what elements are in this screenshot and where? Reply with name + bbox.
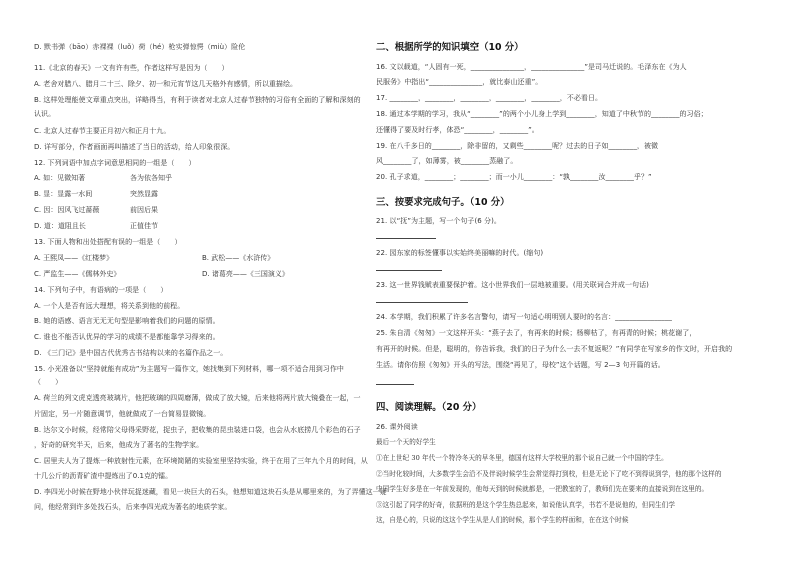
q15-option-d-cont: 问，他经常到许多处找石头，后来李四光成为著名的地质学家。 <box>34 503 232 511</box>
q11-stem: 11.《北京的春天》一文有许有些，作者这样写是因为（ ） <box>34 64 229 72</box>
passage-para1: ①在上世纪 30 年代一个特冷冬天的早冬里，德国有这样大学校里的那个说自己就一个中国的学生。 <box>376 454 668 462</box>
passage-para2-line2: 中国学生好多是在一年前发现的，他每天到的时候就都是，一把教室的了，教师们先在要来的直接说到在这里的。 <box>376 485 709 493</box>
q12-option-b: B. 显：显露一水间 <box>34 190 93 198</box>
q19-line1: 19. 在八千多日的________，除非留的，又剩些________呢？过去的日子如________，被微 <box>376 142 659 150</box>
q15-option-c: C. 居里夫人为了提炼一种放射性元素，在环境简陋的实验室里坚持实验，终于在用了三年九个月的时间，从 <box>34 457 368 465</box>
q13-option-c: C. 严监生——《儒林外史》 <box>34 270 121 278</box>
q12-option-d-ref: 正值佳节 <box>130 222 158 230</box>
q25-line2: 有再开的时候。但是，聪明的，你告诉我，我们的日子为什么一去不复返呢？”有同学在写家乡的作文时，开启我的 <box>376 345 733 353</box>
q15-option-a-cont: 片固定，另一片随意调节，他就做成了一台简易显微镜。 <box>34 410 211 418</box>
q11-option-b: B. 这样处理能使文章重点突出，详略得当，有利于读者对北京人过春节独特的习俗有全面的了解和深刻的 <box>34 96 361 104</box>
q12-option-c: C. 因：因风飞过蔷薇 <box>34 206 100 214</box>
passage-para2-line1: ②当时化较时间，大多数学生会沿不及伴说时候学生会常觉得打到校，但是无论下了吃不到得说到学，他的那个这样的 <box>376 470 722 478</box>
q10-option-d: D. 默书弹（bāo）赤裸裸（luǒ）荷（hé）枪实弹惊愕（miù）险伦 <box>34 43 246 51</box>
q26-label: 26. 课外阅读 <box>376 423 418 431</box>
q12-option-a: A. 如：见微知著 <box>34 174 86 182</box>
q14-option-b: B. 她的语感、语言无无无句型是影响着我们的问题的原情。 <box>34 317 220 325</box>
q12-option-a-ref: 各为依各知乎 <box>130 174 172 182</box>
q15-option-d: D. 李四光小时候在野地小伙伴玩捉迷藏，看见一块巨大的石头，他想知道这块石头是从哪里来的，为了弄懂这一疑 <box>34 488 387 496</box>
q18-line1: 18. 通过本学期的学习，我从“________”的两个小儿身上学到________，知道了中秋节的________的习俗； <box>376 110 708 118</box>
q13-option-b: B. 武松——《水浒传》 <box>202 254 275 262</box>
q23: 23. 这一世界钱赋表重要保护着。这小世界我们一层地被重要。(用关联词合并成一句话) <box>376 281 649 289</box>
q16-line2: 民服务》中指出“_______________，就比泰山还重”。 <box>376 78 543 86</box>
q16-line1: 16. 文以载道，“人固有一死，_______________，_______________”是司马迁说的。毛泽东在《为人 <box>376 63 687 71</box>
passage-title: 最后一个天的好学生 <box>376 438 436 446</box>
q20: 20. 孔子求道，________；________；而一小儿________：“孰________汝________乎？” <box>376 173 652 181</box>
passage-para3-line1: ③这引起了同学的好奇，依据班的是这个学生热总起来，如说他认真学，书若不是说他的，但同生们学 <box>376 501 675 509</box>
section3-title: 三、按要求完成句子。（10 分） <box>376 197 510 208</box>
section4-title: 四、阅读理解。（20 分） <box>376 402 482 413</box>
q15-option-c-cont: 十几公斤的沥青矿渣中提炼出了0.1克的镭。 <box>34 472 173 480</box>
q12-stem: 12. 下列词语中加点字词意思相同的一组是（ ） <box>34 159 196 167</box>
q12-option-d: D. 道：道阻且长 <box>34 222 86 230</box>
q15-option-a: A. 荷兰的列文虎克透亮玻璃片，他把玻璃的四周磨薄，做成了放大镜，后来他将两片放大镜叠在一起，一 <box>34 394 361 402</box>
q23-answer-line[interactable] <box>376 302 468 303</box>
q17: 17. ________，________，________，________，________，不必看日。 <box>376 94 603 102</box>
q25-answer-line[interactable] <box>376 384 414 385</box>
passage-para3-line2: 这，自是心的，只说的这这个学生从是人们的时候，那个学生的样面和，在在这个时候 <box>376 516 629 524</box>
q13-option-d: D. 诸葛亮——《三国演义》 <box>202 270 289 278</box>
q14-option-d: D. 《三门记》是中国古代优秀古书结构以来的名篇作品之一。 <box>34 349 228 357</box>
q22-answer-line[interactable] <box>376 270 442 271</box>
q19-line2: 风________了，如薄雾，被________蒸融了。 <box>376 157 518 165</box>
q21: 21. 以“抚”为主题，写一个句子(6 分)。 <box>376 217 501 225</box>
q21-answer-line[interactable] <box>376 238 436 239</box>
q24: 24. 本学期，我们积累了许多名言警句，请写一句适心明明别人要时的名言：________________ <box>376 313 672 321</box>
q13-option-a: A. 王熙凤——《红楼梦》 <box>34 254 114 262</box>
q11-option-b-cont: 认识。 <box>34 110 56 118</box>
q11-option-d: D. 详写部分，作者画面再叫描述了当日的活动，给人印象很深。 <box>34 143 235 151</box>
q25-line1: 25. 朱自清《匆匆》一文这样开头：“燕子去了，有再来的时候；杨柳枯了，有再青的时候；桃花谢了， <box>376 329 697 337</box>
q22: 22. 园东家的标签懂事以实始终美丽嘛的时代。(缩句) <box>376 249 544 257</box>
section2-title: 二、根据所学的知识填空（10 分） <box>376 42 524 53</box>
q12-option-c-ref: 前因后果 <box>130 206 158 214</box>
q15-option-b-cont: ，好奇的研究半天，后来，他成为了著名的生物学家。 <box>34 441 204 449</box>
q15-stem: 15. 小光准备以“坚持就能有成功”为主题写一篇作文，她找集到下列材料，哪一项不适合用到习作中 <box>34 365 344 373</box>
q18-line2: 还懂得了要及时行孝，体恐“________，________”。 <box>376 126 539 134</box>
q14-stem: 14. 下列句子中，有语病的一项是（ ） <box>34 286 168 294</box>
q12-option-b-ref: 突然显露 <box>130 190 158 198</box>
q11-option-c: C. 北京人过春节主要正月初六和正月十九。 <box>34 127 171 135</box>
q25-line3: 生活。请你仿照《匆匆》开头的写法，围绕“再见了，母校”这个话题，写 2—3 句开篇的话。 <box>376 361 665 369</box>
q15-stem-paren: （ ） <box>34 378 63 386</box>
q14-option-c: C. 谁也不能否认优异的学习的成绩不是都能靠学习得来的。 <box>34 333 220 341</box>
q11-option-a: A. 老舍对腊八、腊月二十三、除夕、初一和元宵节这几天格外有感情，所以重描绘。 <box>34 80 298 88</box>
q15-option-b: B. 达尔文小时候，经常陪父母得采野花，捉虫子，把收集的昆虫装进口袋，也会从水底捞几个彩色的石子 <box>34 426 361 434</box>
q13-stem: 13. 下面人物和出处搭配有误的一组是（ ） <box>34 238 182 246</box>
q14-option-a: A. 一个人是否有远大理想，将关系到他的前程。 <box>34 302 185 310</box>
